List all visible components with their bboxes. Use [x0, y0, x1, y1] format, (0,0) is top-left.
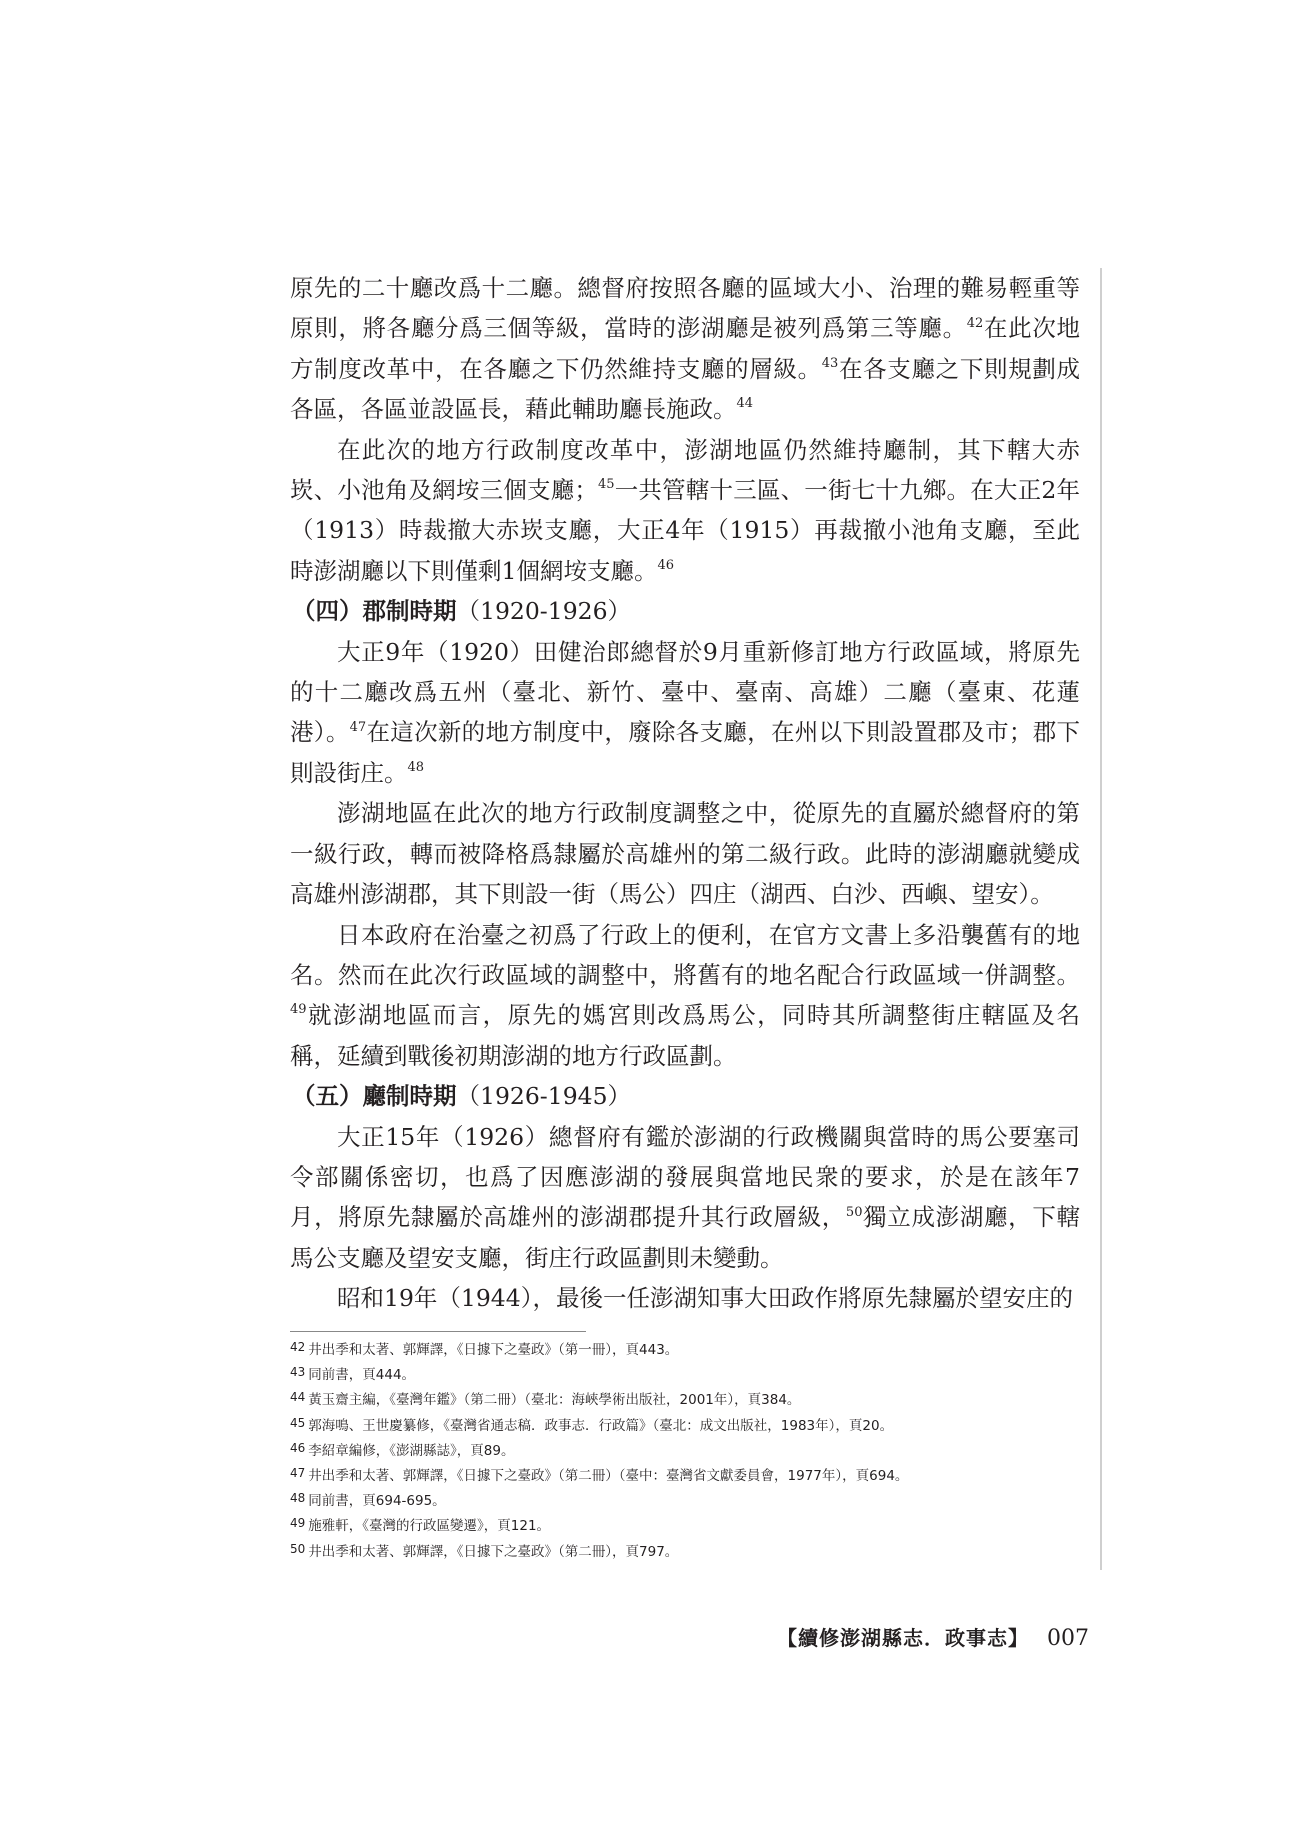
footer-title: 【續修澎湖縣志．政事志】 [777, 1626, 1029, 1650]
paragraph-text: 昭和19年（1944），最後一任澎湖知事大田政作將原先隸屬於望安庄的 [337, 1284, 1073, 1313]
paragraph-2 [290, 430, 1080, 592]
paragraph-text: 日本政府在治臺之初爲了行政上的便利，在官方文書上多沿襲舊有的地名。然而在此次行政區域的調整中，將舊有的地名配合行政區域一併調整。 [290, 920, 1080, 989]
paragraph-text: 一共管轄十三區、一街七十九鄉。在大正2年（1913）時裁撤大赤崁支廳，大正4年（1915）再裁撤小池角支廳，至此時澎湖廳以下則僅剩1個網垵支廳。 [290, 476, 1080, 585]
footnote-number: 46 [290, 1440, 306, 1455]
footnote-item [290, 1464, 1080, 1489]
heading-years: （1926-1945） [456, 1082, 632, 1111]
footnote-text: 井出季和太著、郭輝譯，《日據下之臺政》（第二冊），頁797。 [308, 1543, 679, 1560]
footnote-number: 42 [290, 1340, 306, 1354]
footnote-ref[interactable]: 42 [966, 315, 984, 331]
paragraph-7 [290, 1278, 1080, 1318]
paragraph-5 [290, 915, 1080, 1077]
footnote-number: 50 [290, 1541, 306, 1556]
footnote-item [290, 1439, 1080, 1464]
paragraph-text: 就澎湖地區而言，原先的媽宮則改爲馬公，同時其所調整街庄轄區及名稱，延續到戰後初期澎湖的地方行政區劃。 [290, 1001, 1080, 1070]
heading-years: （1920-1926） [456, 597, 632, 626]
footnote-ref[interactable]: 50 [845, 1204, 863, 1220]
paragraph-text: 在各支廳之下則規劃成各區，各區並設區長，藉此輔助廳長施政。 [290, 354, 1081, 424]
footnote-ref[interactable]: 46 [657, 558, 674, 574]
footnote-number: 44 [290, 1390, 306, 1405]
footnote-ref[interactable]: 44 [736, 396, 754, 412]
page-footer [777, 1622, 1089, 1651]
footnote-ref[interactable]: 47 [349, 719, 367, 735]
footnote-text: 同前書，頁694-695。 [308, 1493, 446, 1510]
footnote-item [290, 1338, 1080, 1363]
section-heading-4 [290, 591, 1080, 631]
footnote-item [290, 1540, 1080, 1565]
footnote-text: 井出季和太著、郭輝譯，《日據下之臺政》（第二冊）（臺中：臺灣省文獻委員會，1977年），頁694。 [308, 1468, 909, 1485]
footnote-item [290, 1414, 1080, 1439]
paragraph-4 [290, 793, 1080, 914]
footnote-text: 同前書，頁444。 [308, 1367, 416, 1384]
page-number: 007 [1047, 1626, 1089, 1651]
paragraph-3 [290, 632, 1080, 794]
footnote-ref[interactable]: 48 [407, 760, 425, 776]
footnote-text: 黃玉齋主編，《臺灣年鑑》（第二冊）（臺北：海峽學術出版社，2001年），頁384。 [308, 1392, 801, 1409]
paragraph-text: 大正15年（1926）總督府有鑑於澎湖的行政機關與當時的馬公要塞司令部關係密切，也爲了因應澎湖的發展與當地民衆的要求，於是在該年7月，將原先隸屬於高雄州的澎湖郡提升其行政層級， [290, 1122, 1080, 1232]
paragraph-text: 獨立成澎湖廳，下轄馬公支廳及望安支廳，街庄行政區劃則未變動。 [290, 1203, 1081, 1272]
footnote-divider [290, 1331, 586, 1332]
paragraph-1 [290, 268, 1080, 430]
margin-rule [1100, 268, 1102, 1570]
footnote-number: 43 [290, 1365, 306, 1380]
paragraph-text: 在這次新的地方制度中，廢除各支廳，在州以下則設置郡及市；郡下則設街庄。 [290, 718, 1081, 787]
footnote-number: 48 [290, 1491, 306, 1506]
footnote-text: 李紹章編修，《澎湖縣誌》，頁89。 [308, 1442, 515, 1459]
footnote-text: 井出季和太著、郭輝譯，《日據下之臺政》（第一冊），頁443。 [308, 1342, 679, 1358]
footnote-item [290, 1489, 1080, 1514]
body-text [290, 268, 1080, 1319]
paragraph-6 [290, 1117, 1080, 1279]
footnote-text: 郭海鳴、王世慶纂修，《臺灣省通志稿．政事志．行政篇》（臺北：成文出版社，1983年），頁20。 [308, 1417, 894, 1434]
footnote-number: 49 [290, 1516, 306, 1531]
paragraph-text: 原先的二十廳改爲十二廳。總督府按照各廳的區域大小、治理的難易輕重等原則，將各廳分爲三個等級，當時的澎湖廳是被列爲第三等廳。 [290, 274, 1080, 343]
footnote-number: 47 [290, 1466, 306, 1481]
footnote-ref[interactable]: 43 [821, 355, 839, 371]
footnote-number: 45 [290, 1415, 306, 1430]
heading-title: （四）郡制時期 [292, 597, 457, 626]
footnote-item [290, 1514, 1080, 1539]
footnote-text: 施雅軒，《臺灣的行政區變遷》，頁121。 [308, 1518, 551, 1535]
footnote-ref[interactable]: 45 [597, 477, 615, 493]
footnote-item [290, 1388, 1080, 1413]
footnote-ref[interactable]: 49 [290, 1002, 307, 1018]
paragraph-text: 澎湖地區在此次的地方行政制度調整之中，從原先的直屬於總督府的第一級行政，轉而被降格爲隸屬於高雄州的第二級行政。此時的澎湖廳就變成高雄州澎湖郡，其下則設一街（馬公）四庄（湖西、白沙、西嶼、望安）。 [290, 799, 1080, 909]
section-heading-5 [290, 1076, 1080, 1116]
heading-title: （五）廳制時期 [292, 1082, 457, 1111]
footnotes [290, 1338, 1080, 1565]
paragraph-text: 在此次地方制度改革中，在各廳之下仍然維持支廳的層級。 [290, 314, 1081, 383]
paragraph-text: 大正9年（1920）田健治郎總督於9月重新修訂地方行政區域，將原先的十二廳改爲五州（臺北、新竹、臺中、臺南、高雄）二廳（臺東、花蓮港）。 [290, 637, 1080, 747]
paragraph-text: 在此次的地方行政制度改革中，澎湖地區仍然維持廳制，其下轄大赤崁、小池角及網垵三個支廳； [290, 435, 1080, 505]
footnote-item [290, 1363, 1080, 1388]
